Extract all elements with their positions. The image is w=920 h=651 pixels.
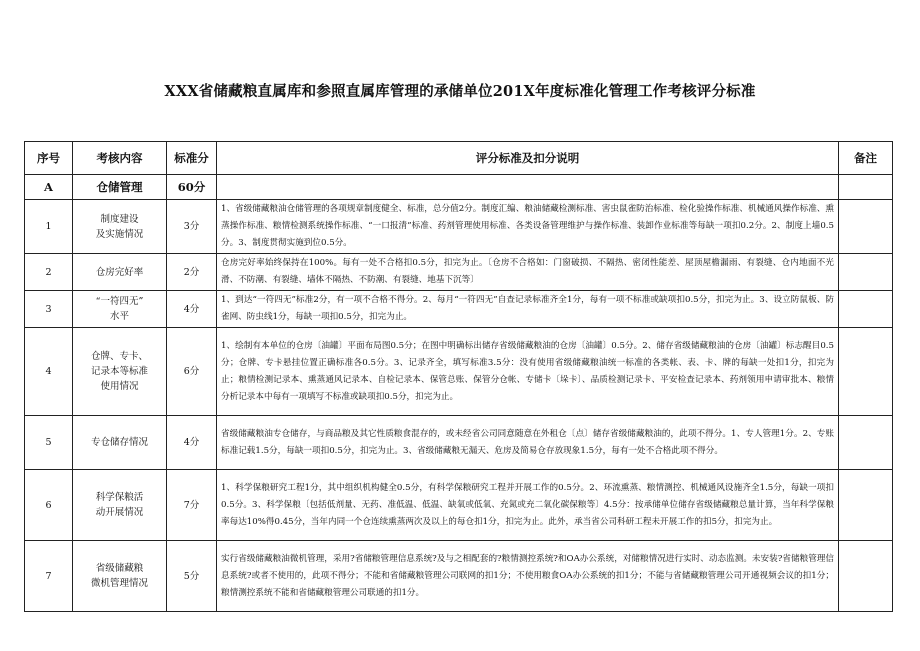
row-content: [73, 541, 167, 612]
row-content-line: 科学保粮活: [95, 492, 144, 503]
row-score: 6分: [167, 328, 217, 416]
section-content: 仓储管理: [73, 175, 167, 200]
header-row: [25, 142, 893, 175]
row-criteria: 1、科学保粮研究工程1分，其中组织机构健全0.5分，有科学保粮研究工程并开展工作的0.5分。2、环流熏蒸、粮情测控、机械通风设施齐全1.5分，每缺一项扣0.5分。3、科学保粮〔包括低剂量、无药、准低温、低温、缺氧或低氧、充氮或充二氧化碳保粮等〕4.5分：按承储单位储存省级储藏粮总量计算，当年科学保粮率每达10%得0.45分，当年内同一个仓连续熏蒸两次及以上的每仓扣1分，扣完为止。此外，承当省公司科研工程未开展工作的扣5分，扣完为止。: [217, 470, 839, 541]
row-score: 5分: [167, 541, 217, 612]
row-score: 2分: [167, 254, 217, 291]
row-content-line: 微机管理情况: [90, 578, 148, 589]
section-criteria: [217, 175, 839, 200]
row-remark: [839, 200, 893, 254]
row-remark: [839, 470, 893, 541]
table-row: [25, 416, 893, 470]
section-remark: [839, 175, 893, 200]
row-content-line: 水平: [109, 311, 129, 322]
row-content: [73, 416, 167, 470]
row-content: [73, 254, 167, 291]
row-content: [73, 328, 167, 416]
row-seq: 6: [25, 470, 73, 541]
row-content-line: 仓牌、专卡、: [90, 351, 148, 362]
row-content-line: 仓房完好率: [95, 266, 144, 278]
section-score: 60分: [167, 175, 217, 200]
header-content: 考核内容: [73, 142, 167, 175]
row-content-line: 使用情况: [100, 381, 139, 392]
document-title: XXX省储藏粮直属库和参照直属库管理的承储单位201X年度标准化管理工作考核评分标准: [164, 83, 756, 100]
table-row: [25, 541, 893, 612]
row-seq: 7: [25, 541, 73, 612]
table-row: [25, 254, 893, 291]
row-seq: 2: [25, 254, 73, 291]
table-row: [25, 291, 893, 328]
section-a-row: [25, 175, 893, 200]
row-content-line: 省级储藏粮: [95, 563, 144, 574]
row-seq: 4: [25, 328, 73, 416]
row-score: 4分: [167, 416, 217, 470]
row-criteria: 仓房完好率始终保持在100%。每有一处不合格扣0.5分，扣完为止。〔仓房不合格如：门窗破损、不隔热、密闭性能差、屋顶屋檐漏雨、有裂缝、仓内地面不光滑、不防潮、有裂缝、墙体不隔热、不防潮、有裂缝、地基下沉等〕: [217, 254, 839, 291]
row-score: 7分: [167, 470, 217, 541]
table-row: [25, 328, 893, 416]
table-row: [25, 470, 893, 541]
header-remark: 备注: [839, 142, 893, 175]
row-seq: 1: [25, 200, 73, 254]
row-score: 4分: [167, 291, 217, 328]
row-seq: 3: [25, 291, 73, 328]
row-remark: [839, 416, 893, 470]
row-criteria: 1、绘制有本单位的仓房〔油罐〕平面布局图0.5分；在图中明确标出储存省级储藏粮油的仓房〔油罐〕0.5分。2、储存省级储藏粮油的仓房〔油罐〕标志醒目0.5分；仓牌、专卡悬挂位置正确标准各0.5分。3、记录齐全，填写标准3.5分：没有使用省级储藏粮油统一标准的各类帐、表、卡、牌的每缺一处扣1分，扣完为止；粮情检测记录本、熏蒸通风记录本、自检记录本、保管总账、保管分仓帐、专储卡〔垛卡〕、品质检测记录卡、平安检查记录本、药剂领用申请审批本、粮情分析记录本中每有一项填写不标准或缺项扣0.5分，扣完为止。: [217, 328, 839, 416]
row-remark: [839, 328, 893, 416]
table-row: [25, 200, 893, 254]
row-score: 3分: [167, 200, 217, 254]
header-score: 标准分: [167, 142, 217, 175]
row-content-line: “一符四无”: [95, 296, 144, 307]
row-content-line: 专仓储存情况: [90, 437, 148, 448]
section-seq: A: [25, 175, 73, 200]
row-criteria: 实行省级储藏粮油微机管理，采用?省储粮管理信息系统?及与之相配套的?粮情测控系统?和OA办公系统，对储粮情况进行实时、动态监测。未安装?省储粮管理信息系统?或者不使用的，此项不得分；不能和省储藏粮管理公司联网的扣1分；不使用粮食OA办公系统的扣1分；不能与省储藏粮管理公司开通视频会议的扣1分；粮情测控系统不能和省储藏粮管理公司联通的扣1分。: [217, 541, 839, 612]
row-criteria: 1、省级储藏粮油仓储管理的各项规章制度健全、标准，总分值2分。制度汇编、粮油储藏检测标准、害虫鼠雀防治标准、检化验操作标准、机械通风操作标准、熏蒸操作标准、粮情检测系统操作标准、“一口报清”标准、药剂管理使用标准、各类设备管理维护与操作标准、装卸作业标准等每缺一项扣0.2分。2、制度上墙0.5分。3、制度贯彻实施到位0.5分。: [217, 200, 839, 254]
row-content-line: 制度建设: [100, 213, 139, 225]
row-content: [73, 470, 167, 541]
row-content: [73, 200, 167, 254]
row-criteria: 1、到达“一符四无”标准2分，有一项不合格不得分。2、每月“一符四无”自查记录标准齐全1分，每有一项不标准或缺项扣0.5分，扣完为止。3、设立防鼠板、防雀网、防虫线1分，每缺一项扣0.5分，扣完为止。: [217, 291, 839, 328]
row-remark: [839, 541, 893, 612]
row-remark: [839, 254, 893, 291]
header-seq: 序号: [25, 142, 73, 175]
row-content: [73, 291, 167, 328]
row-criteria: 省级储藏粮油专仓储存，与商品粮及其它性质粮食混存的，或未经省公司同意随意在外租仓〔点〕储存省级储藏粮油的，此项不得分。1、专人管理1分。2、专账标准记载1.5分，每缺一项扣0.5分，扣完为止。3、省级储藏粮无漏天、危房及简易仓存放现象1.5分，每有一处不合格此项不得分。: [217, 416, 839, 470]
header-criteria: 评分标准及扣分说明: [217, 142, 839, 175]
row-content-line: 及实施情况: [95, 228, 144, 240]
scoring-table: [24, 141, 893, 612]
row-seq: 5: [25, 416, 73, 470]
row-content-line: 动开展情况: [95, 507, 144, 518]
row-content-line: 记录本等标准: [90, 366, 148, 377]
row-remark: [839, 291, 893, 328]
